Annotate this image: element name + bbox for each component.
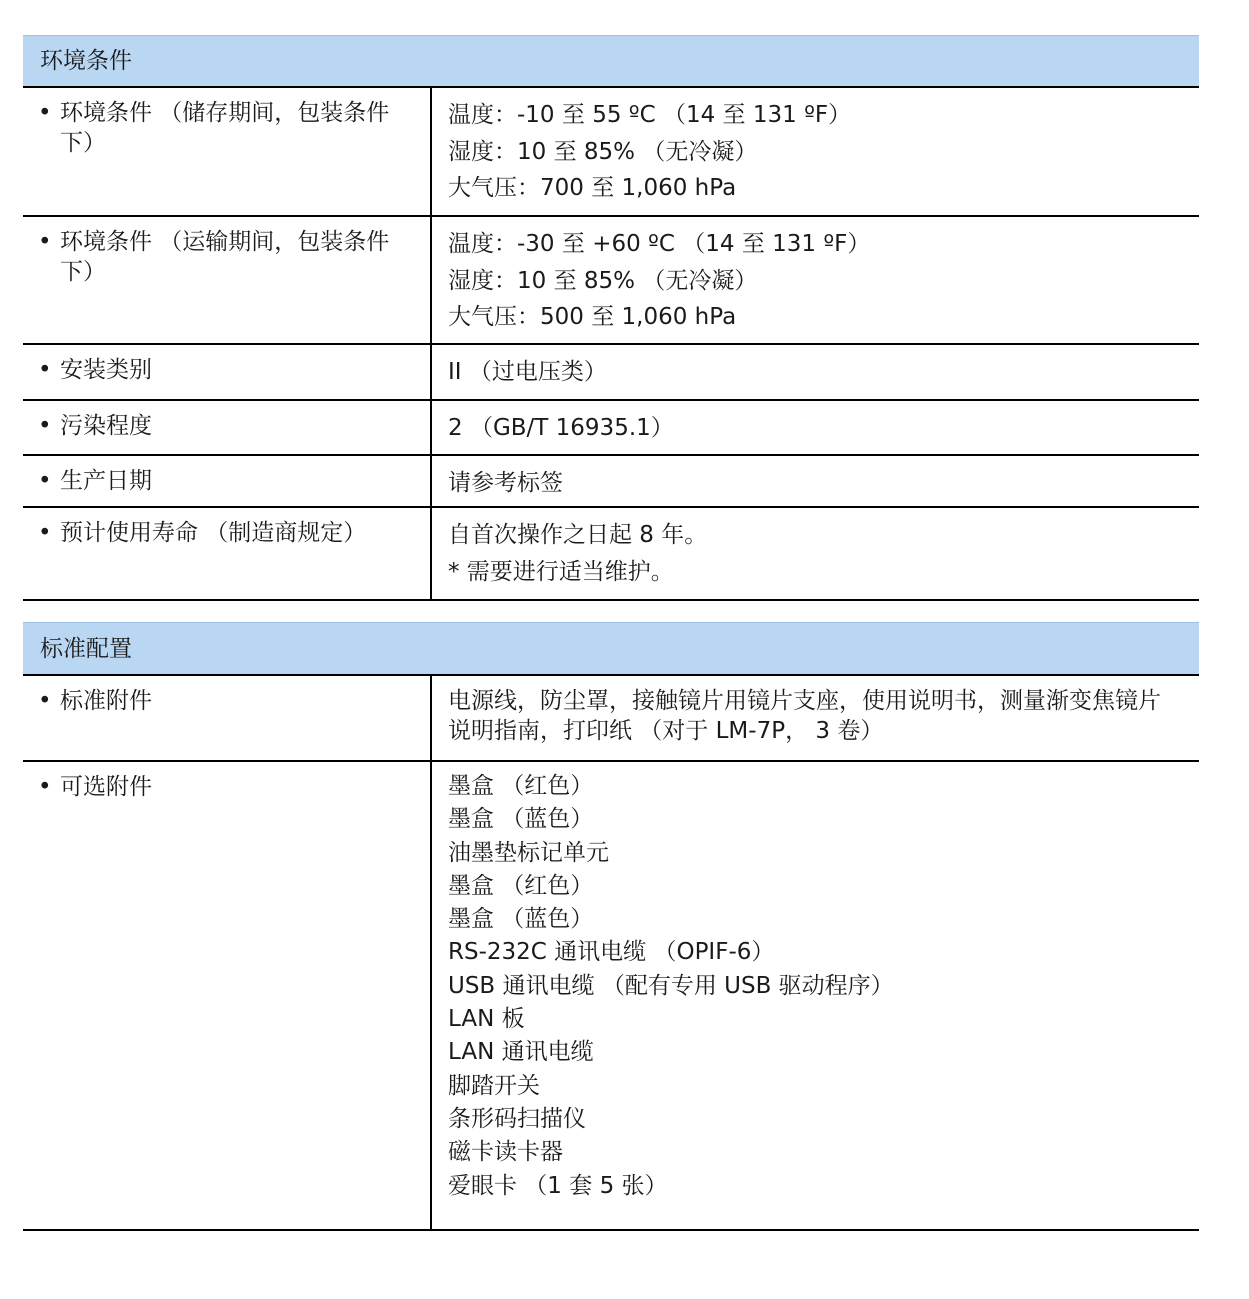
row-label-cell — [23, 762, 432, 1229]
row-value-cell — [432, 345, 1199, 399]
list-item: 磁卡读卡器 — [448, 1139, 563, 1166]
row-label-cell — [23, 345, 432, 399]
list-item: 墨盒 （红色） — [448, 872, 594, 899]
list-item: 条形码扫描仪 — [448, 1105, 586, 1132]
list-item: 脚踏开关 — [448, 1072, 540, 1099]
standard-config-section — [23, 622, 1199, 1231]
value-line: 请参考标签 — [448, 470, 563, 496]
bullet-icon: • — [38, 520, 52, 546]
row-label: 预计使用寿命 （制造商规定） — [60, 520, 367, 546]
section-header — [23, 622, 1199, 676]
list-item: 墨盒 （蓝色） — [448, 906, 594, 933]
list-item: 爱眼卡 （1 套 5 张） — [448, 1172, 668, 1199]
table-row — [23, 401, 1199, 456]
row-value-cell — [432, 456, 1199, 506]
value-line: 湿度：10 至 85% （无冷凝） — [448, 267, 758, 294]
row-label: 生产日期 — [60, 468, 152, 494]
value-line: 温度：-30 至 +60 ºC （14 至 131 ºF） — [448, 231, 871, 257]
row-label: 可选附件 — [60, 774, 152, 800]
list-item: 油墨垫标记单元 — [448, 839, 609, 866]
value-line: 湿度：10 至 85% （无冷凝） — [448, 138, 758, 165]
row-value-cell — [432, 401, 1199, 454]
section-title: 环境条件 — [40, 48, 132, 74]
list-item: 墨盒 （蓝色） — [448, 806, 594, 833]
value-line: 温度：-10 至 55 ºC （14 至 131 ºF） — [448, 102, 852, 128]
section-title: 标准配置 — [40, 635, 132, 662]
value-line: 2 （GB/T 16935.1） — [448, 415, 674, 441]
bullet-icon: • — [38, 357, 52, 383]
row-label: 标准附件 — [60, 688, 152, 714]
list-item: 墨盒 （红色） — [448, 773, 594, 799]
row-value-cell — [432, 676, 1199, 760]
bullet-icon: • — [38, 774, 52, 800]
row-value-cell — [432, 88, 1199, 215]
row-label-cell — [23, 88, 432, 215]
row-label-cell — [23, 676, 432, 760]
list-item: LAN 板 — [448, 1006, 525, 1033]
table-row — [23, 762, 1199, 1231]
table-row — [23, 88, 1199, 217]
list-item: RS-232C 通讯电缆 （OPIF-6） — [448, 939, 775, 966]
bullet-icon: • — [38, 229, 52, 255]
value-line: 自首次操作之日起 8 年。 — [448, 522, 708, 548]
environment-section — [23, 35, 1199, 601]
bullet-icon: • — [38, 688, 52, 714]
bullet-icon: • — [38, 468, 52, 494]
option-list — [432, 762, 1199, 1229]
table-row — [23, 456, 1199, 508]
row-label: 环境条件 （储存期间，包装条件下） — [60, 100, 390, 156]
row-value-cell — [432, 508, 1199, 599]
row-label-cell — [23, 401, 432, 454]
row-label: 环境条件 （运输期间，包装条件下） — [60, 229, 390, 285]
row-label-cell — [23, 508, 432, 599]
list-item: LAN 通讯电缆 — [448, 1039, 594, 1066]
table-row — [23, 676, 1199, 762]
value-line: 大气压：500 至 1,060 hPa — [448, 304, 737, 330]
value-paragraph: 电源线，防尘罩，接触镜片用镜片支座，使用说明书，测量渐变焦镜片说明指南，打印纸 （对于 LM-7P， 3 卷） — [448, 688, 1161, 744]
value-line: II （过电压类） — [448, 359, 607, 385]
row-label-cell — [23, 217, 432, 343]
row-label: 安装类别 — [60, 357, 152, 383]
bullet-icon: • — [38, 413, 52, 439]
row-label: 污染程度 — [60, 413, 152, 439]
section-header — [23, 35, 1199, 88]
table-row — [23, 217, 1199, 345]
table-row — [23, 508, 1199, 601]
row-label-cell — [23, 456, 432, 506]
bullet-icon: • — [38, 100, 52, 126]
table-row — [23, 345, 1199, 401]
row-value-cell — [432, 217, 1199, 343]
list-item: USB 通讯电缆 （配有专用 USB 驱动程序） — [448, 972, 894, 999]
value-line: * 需要进行适当维护。 — [448, 558, 674, 585]
value-line: 大气压：700 至 1,060 hPa — [448, 175, 737, 201]
